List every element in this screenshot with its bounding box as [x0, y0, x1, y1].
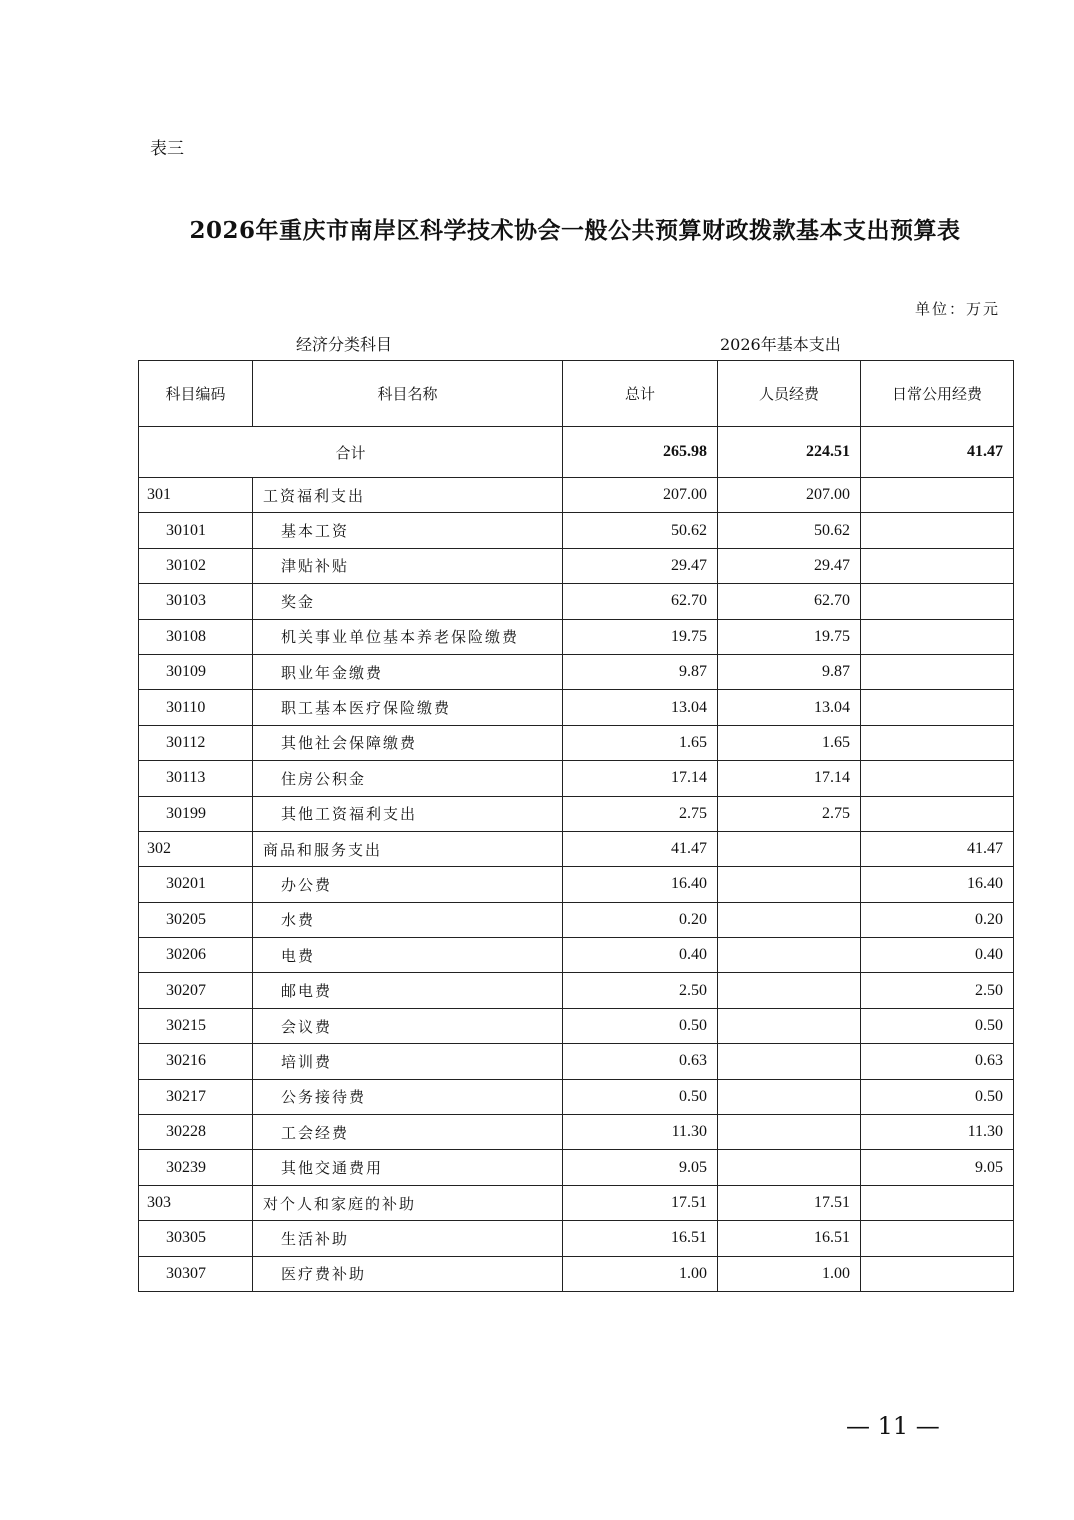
row-total: 0.50 — [563, 1079, 718, 1114]
row-total: 0.40 — [563, 938, 718, 973]
row-public — [861, 548, 1014, 583]
row-name: 培训费 — [253, 1044, 563, 1079]
row-name: 办公费 — [253, 867, 563, 902]
row-total: 29.47 — [563, 548, 718, 583]
col-header-public: 日常公用经费 — [861, 361, 1014, 427]
row-personnel — [718, 1115, 861, 1150]
row-personnel: 62.70 — [718, 584, 861, 619]
row-total: 13.04 — [563, 690, 718, 725]
row-total: 16.40 — [563, 867, 718, 902]
row-public — [861, 725, 1014, 760]
row-name: 公务接待费 — [253, 1079, 563, 1114]
row-personnel — [718, 902, 861, 937]
row-name: 其他社会保障缴费 — [253, 725, 563, 760]
table-row — [139, 1008, 1014, 1043]
row-total: 2.50 — [563, 973, 718, 1008]
row-public: 2.50 — [861, 973, 1014, 1008]
row-public: 11.30 — [861, 1115, 1014, 1150]
row-personnel: 2.75 — [718, 796, 861, 831]
table-label: 表三 — [150, 139, 184, 159]
table-row — [139, 761, 1014, 796]
table-row — [139, 654, 1014, 689]
table-row — [139, 796, 1014, 831]
row-public — [861, 654, 1014, 689]
row-name: 电费 — [253, 938, 563, 973]
col-header-personnel: 人员经费 — [718, 361, 861, 427]
row-code: 30205 — [139, 902, 253, 937]
row-personnel: 17.51 — [718, 1185, 861, 1220]
row-total: 9.05 — [563, 1150, 718, 1185]
row-public — [861, 690, 1014, 725]
row-total: 0.50 — [563, 1008, 718, 1043]
group-header-classification: 经济分类科目 — [296, 335, 393, 354]
row-code: 30207 — [139, 973, 253, 1008]
row-personnel — [718, 1008, 861, 1043]
row-name: 邮电费 — [253, 973, 563, 1008]
table-row — [139, 1079, 1014, 1114]
row-code: 30307 — [139, 1256, 253, 1291]
row-personnel: 17.14 — [718, 761, 861, 796]
row-personnel — [718, 938, 861, 973]
col-header-name: 科目名称 — [253, 361, 563, 427]
table-row — [139, 478, 1014, 513]
row-name: 工资福利支出 — [253, 478, 563, 513]
row-total: 16.51 — [563, 1221, 718, 1256]
total-row — [139, 427, 1014, 478]
row-code: 302 — [139, 831, 253, 866]
row-name: 对个人和家庭的补助 — [253, 1185, 563, 1220]
row-personnel: 29.47 — [718, 548, 861, 583]
col-header-code: 科目编码 — [139, 361, 253, 427]
row-personnel — [718, 1044, 861, 1079]
row-code: 30217 — [139, 1079, 253, 1114]
table-row — [139, 938, 1014, 973]
table-row — [139, 973, 1014, 1008]
table-row — [139, 1185, 1014, 1220]
row-public — [861, 761, 1014, 796]
row-public: 0.40 — [861, 938, 1014, 973]
row-name: 生活补助 — [253, 1221, 563, 1256]
row-personnel: 13.04 — [718, 690, 861, 725]
row-code: 30215 — [139, 1008, 253, 1043]
row-public: 16.40 — [861, 867, 1014, 902]
page-number: — 11 — — [846, 1412, 940, 1440]
total-total: 265.98 — [563, 427, 718, 478]
row-public: 0.20 — [861, 902, 1014, 937]
row-code: 30108 — [139, 619, 253, 654]
row-personnel — [718, 867, 861, 902]
total-personnel: 224.51 — [718, 427, 861, 478]
row-code: 30206 — [139, 938, 253, 973]
col-header-total: 总计 — [563, 361, 718, 427]
row-public — [861, 513, 1014, 548]
row-public — [861, 1221, 1014, 1256]
row-name: 其他工资福利支出 — [253, 796, 563, 831]
row-code: 30102 — [139, 548, 253, 583]
table-row — [139, 902, 1014, 937]
row-name: 住房公积金 — [253, 761, 563, 796]
row-public: 9.05 — [861, 1150, 1014, 1185]
row-public — [861, 478, 1014, 513]
row-name: 水费 — [253, 902, 563, 937]
document-title: 2026年重庆市南岸区科学技术协会一般公共预算财政拨款基本支出预算表 — [189, 217, 961, 244]
table-row — [139, 831, 1014, 866]
table-row — [139, 619, 1014, 654]
row-total: 9.87 — [563, 654, 718, 689]
row-public: 0.50 — [861, 1079, 1014, 1114]
row-total: 50.62 — [563, 513, 718, 548]
table-row — [139, 725, 1014, 760]
row-public: 0.63 — [861, 1044, 1014, 1079]
row-public — [861, 1185, 1014, 1220]
row-code: 30101 — [139, 513, 253, 548]
row-public — [861, 619, 1014, 654]
row-code: 30201 — [139, 867, 253, 902]
row-personnel — [718, 1150, 861, 1185]
table-row — [139, 1221, 1014, 1256]
row-code: 30239 — [139, 1150, 253, 1185]
budget-table — [138, 360, 1014, 1292]
row-personnel — [718, 973, 861, 1008]
row-name: 基本工资 — [253, 513, 563, 548]
unit-label: 单位：万元 — [914, 300, 1000, 318]
row-name: 津贴补贴 — [253, 548, 563, 583]
row-total: 0.63 — [563, 1044, 718, 1079]
row-code: 30110 — [139, 690, 253, 725]
row-personnel: 1.65 — [718, 725, 861, 760]
row-code: 30228 — [139, 1115, 253, 1150]
header-row — [139, 361, 1014, 427]
row-total: 0.20 — [563, 902, 718, 937]
row-personnel: 9.87 — [718, 654, 861, 689]
row-name: 工会经费 — [253, 1115, 563, 1150]
table-row — [139, 867, 1014, 902]
row-code: 30113 — [139, 761, 253, 796]
row-personnel — [718, 831, 861, 866]
row-total: 207.00 — [563, 478, 718, 513]
row-code: 30109 — [139, 654, 253, 689]
row-total: 1.65 — [563, 725, 718, 760]
row-name: 机关事业单位基本养老保险缴费 — [253, 619, 563, 654]
row-code: 30305 — [139, 1221, 253, 1256]
table-row — [139, 690, 1014, 725]
row-personnel: 16.51 — [718, 1221, 861, 1256]
row-total: 11.30 — [563, 1115, 718, 1150]
row-code: 30199 — [139, 796, 253, 831]
row-total: 17.14 — [563, 761, 718, 796]
row-code: 30112 — [139, 725, 253, 760]
row-name: 奖金 — [253, 584, 563, 619]
row-name: 职工基本医疗保险缴费 — [253, 690, 563, 725]
group-header-basic-expenditure: 2026年基本支出 — [720, 335, 841, 354]
row-total: 2.75 — [563, 796, 718, 831]
row-total: 41.47 — [563, 831, 718, 866]
table-row — [139, 513, 1014, 548]
row-personnel — [718, 1079, 861, 1114]
row-public — [861, 1256, 1014, 1291]
row-public: 41.47 — [861, 831, 1014, 866]
row-total: 1.00 — [563, 1256, 718, 1291]
row-code: 30216 — [139, 1044, 253, 1079]
table-row — [139, 1115, 1014, 1150]
row-total: 17.51 — [563, 1185, 718, 1220]
row-personnel: 1.00 — [718, 1256, 861, 1291]
row-total: 19.75 — [563, 619, 718, 654]
row-personnel: 207.00 — [718, 478, 861, 513]
row-public: 0.50 — [861, 1008, 1014, 1043]
row-code: 303 — [139, 1185, 253, 1220]
row-public — [861, 584, 1014, 619]
row-name: 商品和服务支出 — [253, 831, 563, 866]
table-row — [139, 1044, 1014, 1079]
row-name: 医疗费补助 — [253, 1256, 563, 1291]
table-row — [139, 584, 1014, 619]
row-public — [861, 796, 1014, 831]
table-row — [139, 548, 1014, 583]
row-personnel: 19.75 — [718, 619, 861, 654]
row-code: 301 — [139, 478, 253, 513]
row-total: 62.70 — [563, 584, 718, 619]
row-personnel: 50.62 — [718, 513, 861, 548]
total-public: 41.47 — [861, 427, 1014, 478]
table-row — [139, 1150, 1014, 1185]
row-name: 职业年金缴费 — [253, 654, 563, 689]
row-name: 其他交通费用 — [253, 1150, 563, 1185]
table-row — [139, 1256, 1014, 1291]
row-name: 会议费 — [253, 1008, 563, 1043]
row-code: 30103 — [139, 584, 253, 619]
total-label: 合计 — [139, 427, 563, 478]
